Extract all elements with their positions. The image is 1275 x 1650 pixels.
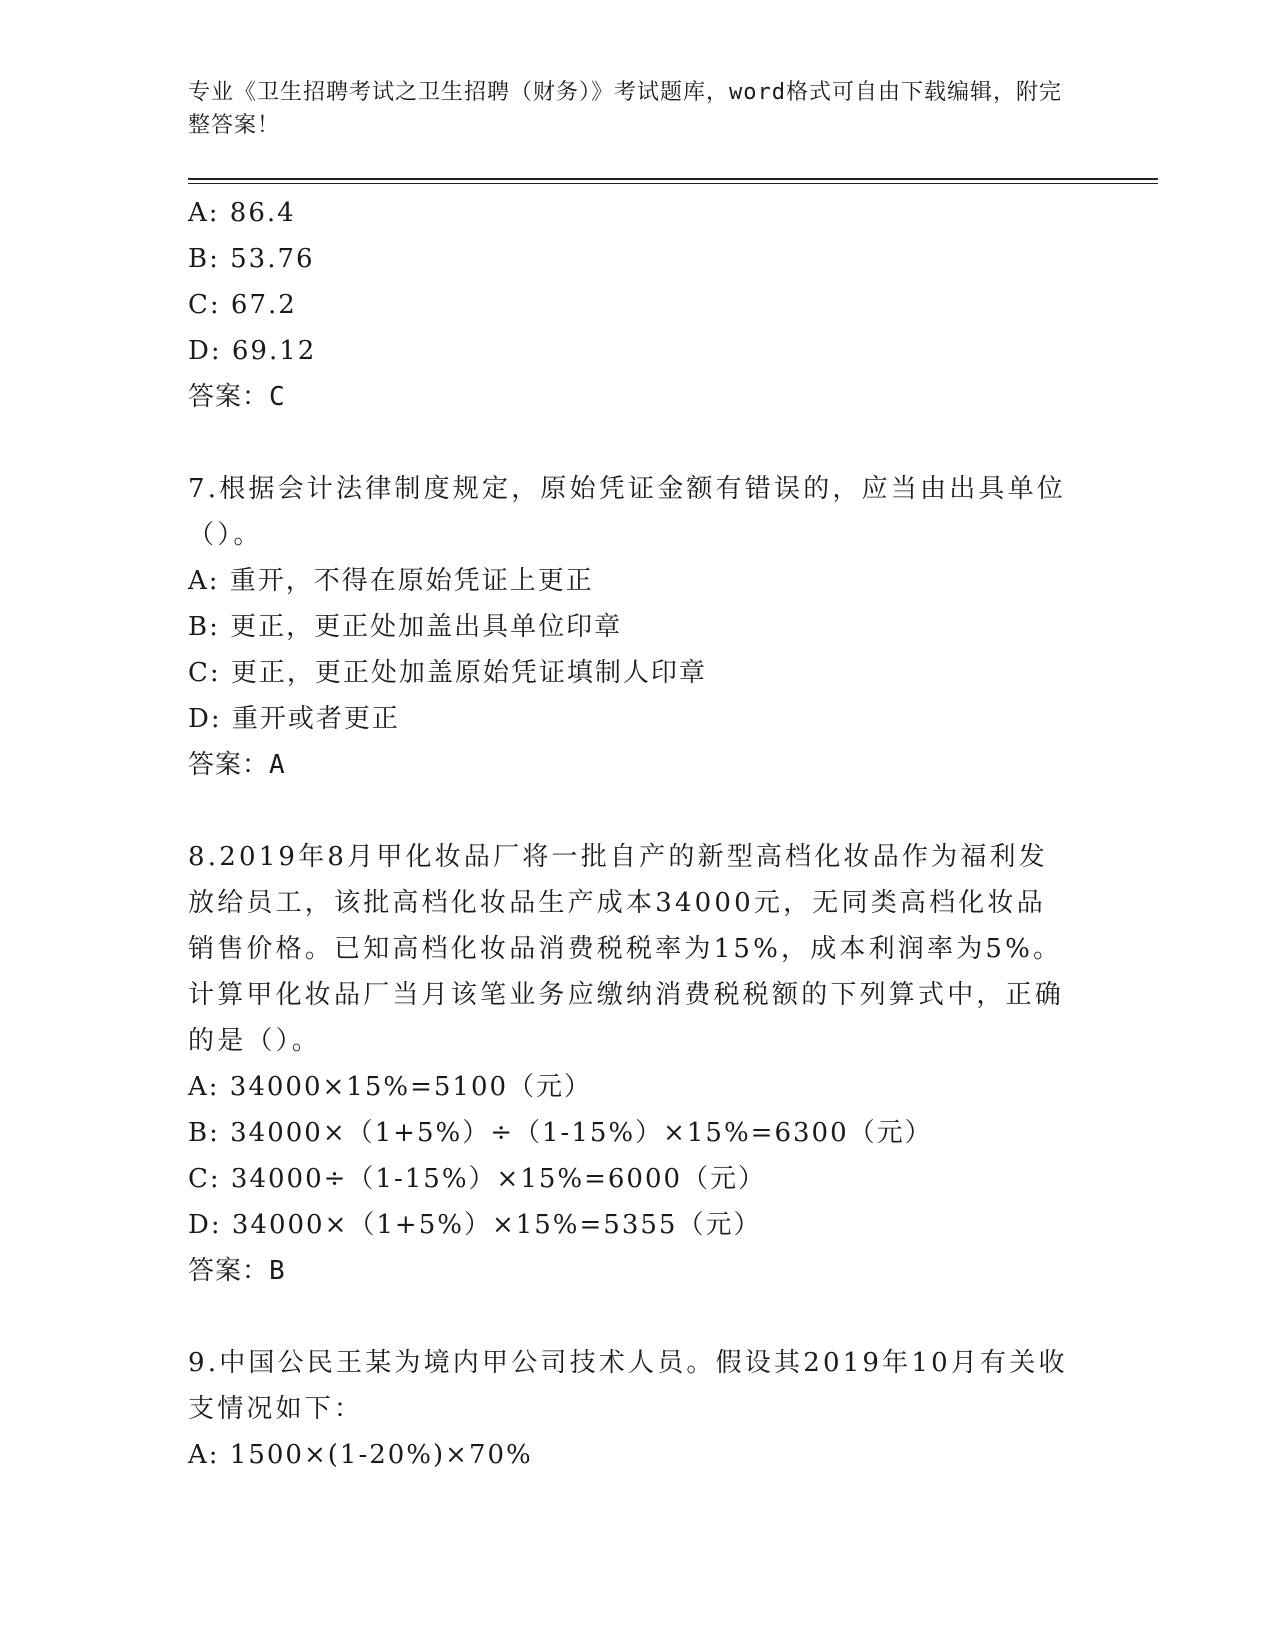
option-d: D: 重开或者更正	[188, 704, 400, 734]
question-9	[188, 1340, 1068, 1478]
option-a: A: 1500×(1-20%)×70%	[188, 1440, 533, 1470]
question-text: 8.2019年8月甲化妆品厂将一批自产的新型高档化妆品作为福利发放给员工，该批高档化妆品生产成本34000元，无同类高档化妆品销售价格。已知高档化妆品消费税税率为15%，成本利润率为5%。计算甲化妆品厂当月该笔业务应缴纳消费税税额的下列算式中，正确的是（）。	[188, 842, 1065, 1056]
option-d: D: 34000×（1+5%）×15%=5355（元）	[188, 1210, 762, 1240]
question-8	[188, 834, 1068, 1294]
question-list	[188, 190, 1068, 1478]
option-c: C: 更正，更正处加盖原始凭证填制人印章	[188, 658, 707, 688]
document-header: 专业《卫生招聘考试之卫生招聘（财务）》考试题库，word格式可自由下载编辑，附完整答案！	[188, 80, 1062, 138]
option-d: D: 69.12	[188, 336, 317, 366]
option-a: A: 34000×15%=5100（元）	[188, 1072, 593, 1102]
question-text: 7.根据会计法律制度规定，原始凭证金额有错误的，应当由出具单位（）。	[188, 474, 1067, 550]
header-divider	[188, 178, 1158, 180]
option-b: B: 34000×（1+5%）÷（1-15%）×15%=6300（元）	[188, 1118, 933, 1148]
answer-label: 答案：B	[188, 1256, 286, 1286]
option-b: B: 53.76	[188, 244, 315, 274]
question-text: 9.中国公民王某为境内甲公司技术人员。假设其2019年10月有关收支情况如下：	[188, 1348, 1068, 1424]
question-6	[188, 190, 1068, 420]
option-a: A: 86.4	[188, 198, 296, 228]
header-divider-thin	[188, 183, 1158, 184]
option-b: B: 更正，更正处加盖出具单位印章	[188, 612, 623, 642]
answer-label: 答案：C	[188, 382, 286, 412]
question-7	[188, 466, 1068, 788]
option-c: C: 67.2	[188, 290, 297, 320]
option-c: C: 34000÷（1-15%）×15%=6000（元）	[188, 1164, 767, 1194]
option-a: A: 重开，不得在原始凭证上更正	[188, 566, 594, 596]
answer-label: 答案：A	[188, 750, 286, 780]
